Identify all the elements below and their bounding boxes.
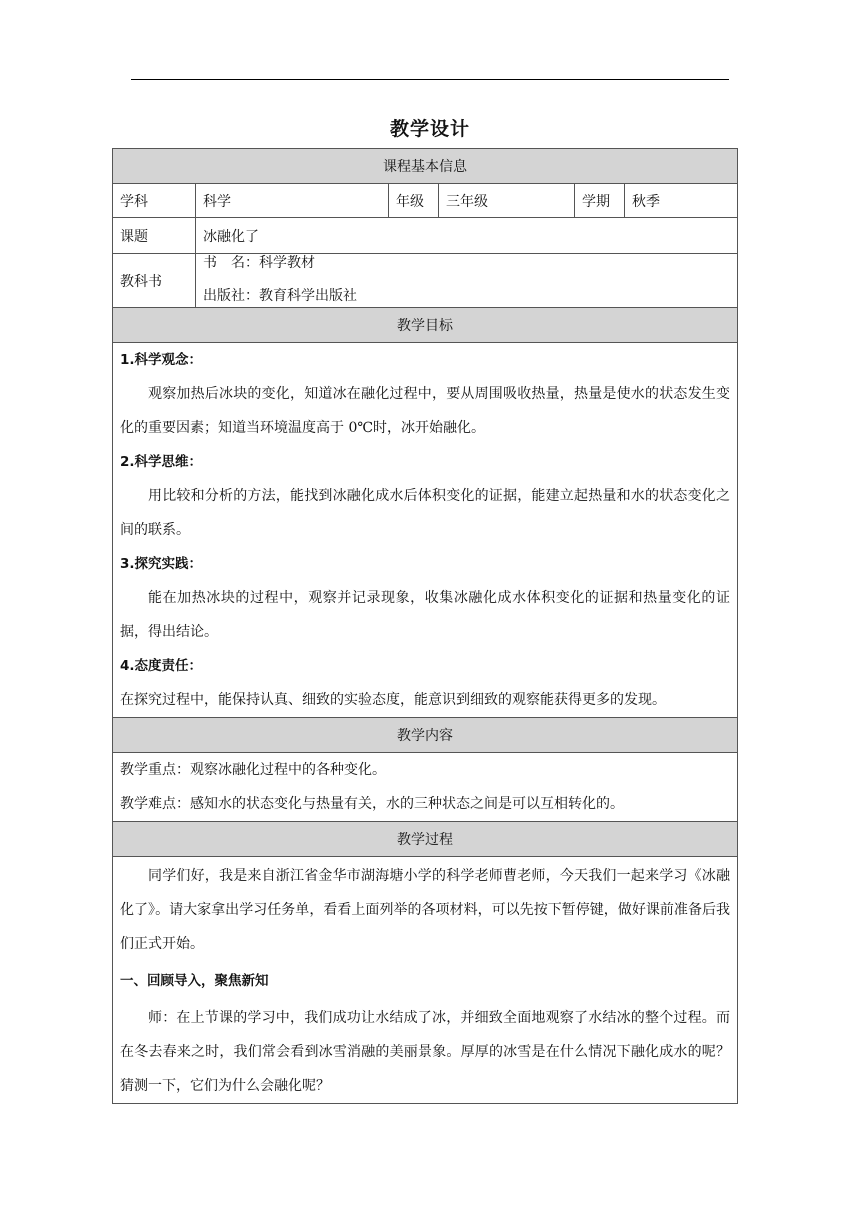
subject-label: 学科	[113, 184, 196, 218]
process-section-text: 师：在上节课的学习中，我们成功让水结成了冰，并细致全面地观察了水结冰的整个过程。而在冬去春来之时，我们常会看到冰雪消融的美丽景象。厚厚的冰雪是在什么情况下融化成水的呢？猜测一下，它们为什么会融化呢？	[120, 1010, 730, 1094]
difficult-point: 教学难点：感知水的状态变化与热量有关，水的三种状态之间是可以互相转化的。	[120, 796, 624, 812]
objectives-body	[113, 343, 738, 718]
subject-value: 科学	[196, 184, 389, 218]
grade-value: 三年级	[439, 184, 575, 218]
objective-text: 用比较和分析的方法，能找到冰融化成水后体积变化的证据，能建立起热量和水的状态变化之间的联系。	[120, 488, 730, 538]
grade-label: 年级	[389, 184, 439, 218]
process-body	[113, 857, 738, 1104]
term-value: 秋季	[625, 184, 738, 218]
objective-title: 2.科学思维：	[120, 454, 203, 470]
process-section-title: 一、回顾导入，聚焦新知	[120, 973, 269, 989]
section-header-objectives: 教学目标	[113, 308, 738, 343]
section-header-content: 教学内容	[113, 718, 738, 753]
objective-text: 在探究过程中，能保持认真、细致的实验态度，能意识到细致的观察能获得更多的发现。	[120, 692, 666, 708]
section-header-basic-info: 课程基本信息	[113, 149, 738, 184]
lesson-plan-table	[112, 148, 738, 1104]
textbook-publisher: 出版社：教育科学出版社	[203, 288, 357, 304]
objective-title: 3.探究实践：	[120, 556, 203, 572]
topic-label: 课题	[113, 218, 196, 254]
header-rule	[131, 79, 729, 80]
textbook-info	[196, 254, 738, 308]
textbook-name: 书 名：科学教材	[203, 255, 315, 271]
objective-text: 观察加热后冰块的变化，知道冰在融化过程中，要从周围吸收热量，热量是使水的状态发生变化的重要因素；知道当环境温度高于 0℃时，冰开始融化。	[120, 386, 730, 436]
section-header-process: 教学过程	[113, 822, 738, 857]
objective-text: 能在加热冰块的过程中，观察并记录现象，收集冰融化成水体积变化的证据和热量变化的证据，得出结论。	[120, 590, 730, 640]
term-label: 学期	[575, 184, 625, 218]
document-title: 教学设计	[389, 118, 470, 140]
objective-title: 1.科学观念：	[120, 352, 203, 368]
textbook-label: 教科书	[113, 254, 196, 308]
process-intro: 同学们好，我是来自浙江省金华市湖海塘小学的科学老师曹老师，今天我们一起来学习《冰融化了》。请大家拿出学习任务单，看看上面列举的各项材料，可以先按下暂停键，做好课前准备后我们正式开始。	[120, 868, 730, 952]
content-body	[113, 753, 738, 822]
key-point: 教学重点：观察冰融化过程中的各种变化。	[120, 762, 386, 778]
topic-value: 冰融化了	[196, 218, 738, 254]
objective-title: 4.态度责任：	[120, 658, 203, 674]
